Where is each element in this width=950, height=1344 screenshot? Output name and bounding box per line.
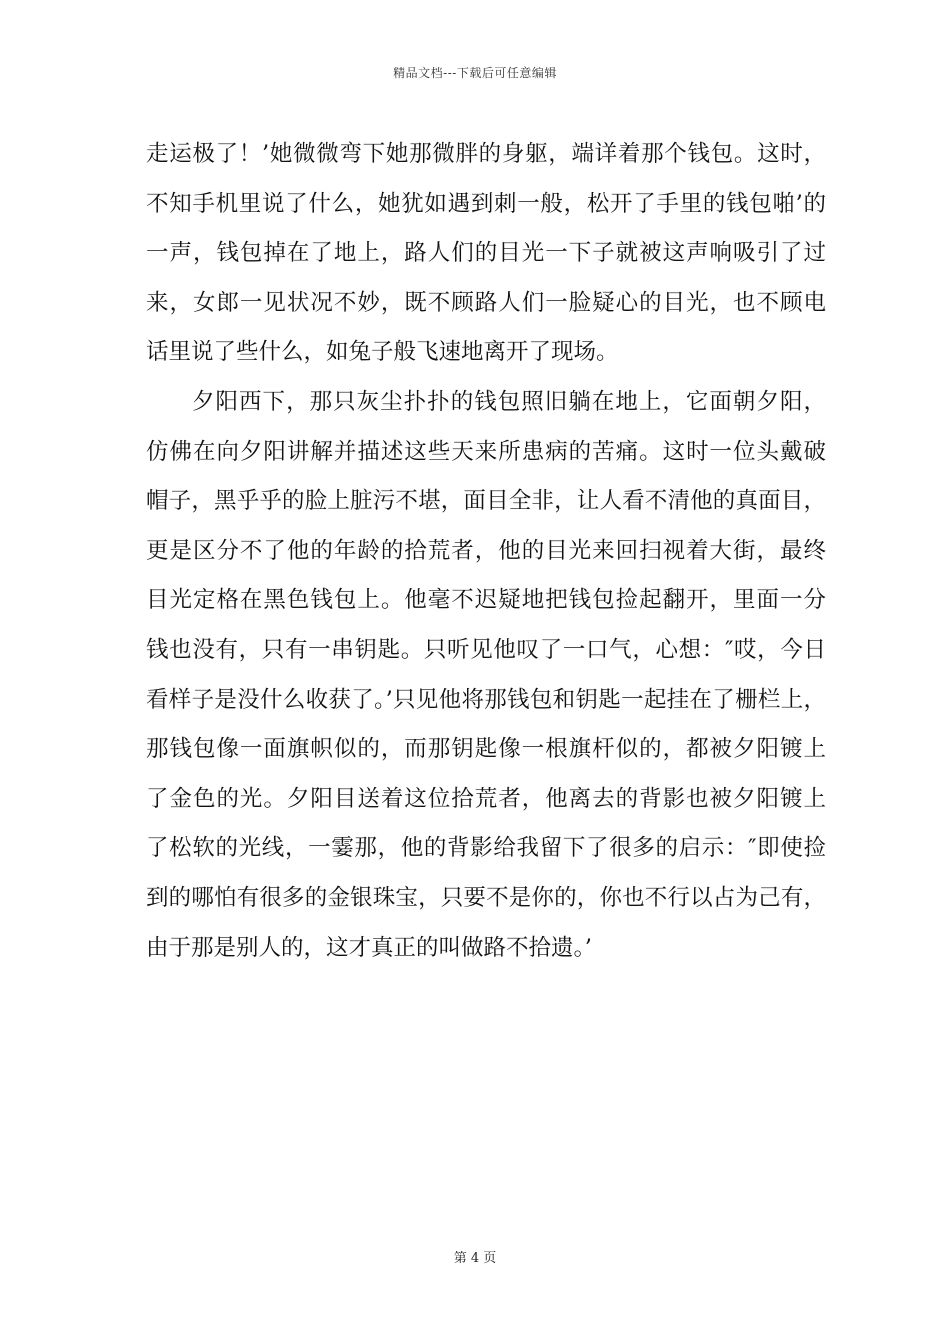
text-line: 话里说了些什么，如兔子般飞速地离开了现场。: [146, 339, 619, 366]
paragraph-2: [146, 378, 826, 973]
text-line: 钱也没有，只有一串钥匙。只听见他叹了一口气，心想：″哎，今日: [146, 636, 826, 663]
text-line: 走运极了！’她微微弯下她那微胖的身躯，端详着那个钱包。这时，: [146, 141, 826, 167]
page-header: 精品文档---下载后可任意编辑: [393, 66, 557, 80]
text-line: 那钱包像一面旗帜似的，而那钥匙像一根旗杆似的，都被夕阳镀上: [146, 736, 826, 763]
text-line: 一声，钱包掉在了地上，路人们的目光一下子就被这声响吸引了过: [146, 240, 826, 267]
text-line: 了金色的光。夕阳目送着这位拾荒者，他离去的背影也被夕阳镀上: [146, 785, 826, 812]
text-line: 来，女郎一见状况不妙，既不顾路人们一脸疑心的目光，也不顾电: [146, 289, 826, 316]
text-line: 由于那是别人的，这才真正的叫做路不拾遗。’: [146, 934, 592, 961]
text-line: 到的哪怕有很多的金银珠宝，只要不是你的，你也不行以占为己有，: [146, 884, 826, 911]
text-line: 了松软的光线，一霎那，他的背影给我留下了很多的启示：″即使捡: [146, 835, 826, 862]
text-line: 夕阳西下，那只灰尘扑扑的钱包照旧躺在地上，它面朝夕阳，: [192, 388, 826, 415]
text-line: 目光定格在黑色钱包上。他毫不迟疑地把钱包捡起翻开，里面一分: [146, 587, 826, 614]
paragraph-1: [146, 130, 826, 378]
document-body: [146, 130, 826, 973]
text-line: 帽子，黑乎乎的脸上脏污不堪，面目全非，让人看不清他的真面目，: [146, 488, 826, 515]
text-line: 不知手机里说了什么，她犹如遇到刺一般，松开了手里的钱包啪’的: [146, 190, 826, 217]
page-number: 第 4 页: [453, 1251, 497, 1266]
text-line: 更是区分不了他的年龄的拾荒者，他的目光来回扫视着大街，最终: [146, 537, 826, 564]
text-line: 仿佛在向夕阳讲解并描述这些天来所患病的苦痛。这时一位头戴破: [146, 438, 826, 465]
text-line: 看样子是没什么收获了。’只见他将那钱包和钥匙一起挂在了栅栏上，: [146, 686, 826, 713]
